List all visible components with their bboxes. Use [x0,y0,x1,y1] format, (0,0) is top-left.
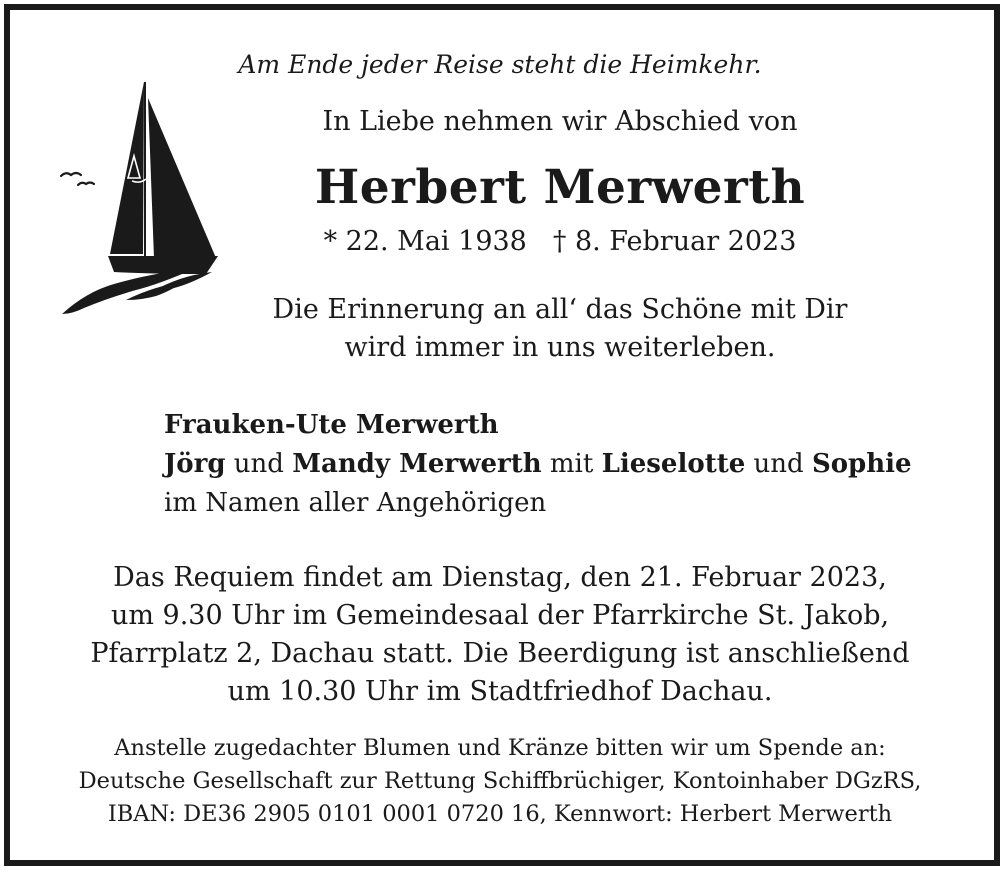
requiem-line: Pfarrplatz 2, Dachau statt. Die Beerdigung ist anschließend [90,638,910,669]
death-date: † 8. Februar 2023 [552,226,797,257]
donation-line: Anstelle zugedachter Blumen und Kränze bitten wir um Spende an: [114,735,886,761]
mourner-name: Lieselotte [601,449,746,479]
mourner-name: Sophie [811,449,912,479]
requiem-line: um 9.30 Uhr im Gemeindesaal der Pfarrkirche St. Jakob, [110,600,890,631]
mourner-name: Jörg [164,449,226,479]
mourner-line: Frauken-Ute Merwerth [164,410,499,440]
intro-text: In Liebe nehmen wir Abschied von [322,106,798,137]
donation-line: Deutsche Gesellschaft zur Rettung Schiffbrüchiger, Kontoinhaber DGzRS, [78,768,922,794]
connector-text: mit [541,449,602,479]
life-dates [60,226,1000,257]
deceased-name: Herbert Merwerth [314,160,806,215]
requiem-line: Das Requiem findet am Dienstag, den 21. Februar 2023, [113,562,887,593]
mourner-line [164,449,912,479]
mourner-name: Mandy Merwerth [292,449,542,479]
mourner-line: im Namen aller Angehörigen [164,488,547,518]
motto: Am Ende jeder Reise steht die Heimkehr. [238,50,762,79]
connector-text: und [745,449,812,479]
quote-line: Die Erinnerung an all‘ das Schöne mit Dir [272,294,848,325]
requiem-line: um 10.30 Uhr im Stadtfriedhof Dachau. [227,676,773,707]
donation-line: IBAN: DE36 2905 0101 0001 0720 16, Kennwort: Herbert Merwerth [107,801,893,827]
birth-date: * 22. Mai 1938 [323,226,527,257]
quote-line: wird immer in uns weiterleben. [344,332,776,363]
connector-text: und [225,449,293,479]
